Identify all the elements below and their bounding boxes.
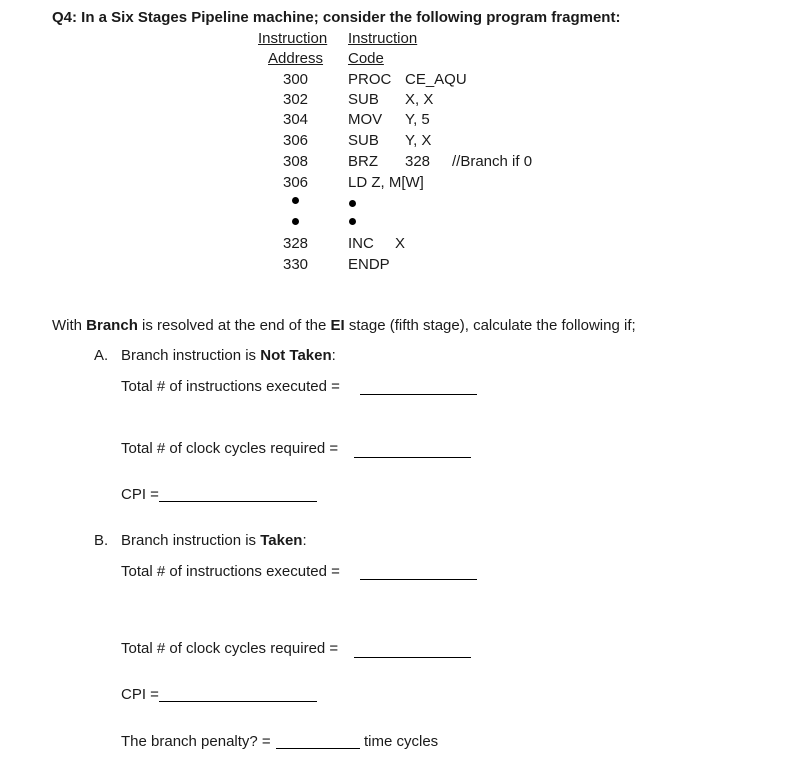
row-operand: X bbox=[395, 235, 406, 252]
part-b-instructions-label: Total # of instructions executed = bbox=[121, 563, 340, 580]
header-address-line1: Instruction bbox=[258, 30, 328, 47]
row-address: 306 bbox=[283, 174, 309, 191]
row-op: ENDP bbox=[348, 256, 390, 273]
row-op: LD Z, M[W] bbox=[348, 174, 424, 191]
part-a-cycles-label: Total # of clock cycles required = bbox=[121, 440, 339, 457]
row-op: INC bbox=[348, 235, 374, 252]
header-address-line2: Address bbox=[268, 50, 324, 67]
row-operand: Y, 5 bbox=[405, 111, 430, 128]
row-address: 302 bbox=[283, 91, 309, 108]
intro-text: With bbox=[52, 317, 87, 334]
row-op: SUB bbox=[348, 91, 379, 108]
row-op: BRZ bbox=[348, 153, 378, 170]
row-op: MOV bbox=[348, 111, 383, 128]
part-a-heading bbox=[121, 347, 336, 364]
part-b-heading bbox=[121, 532, 307, 549]
part-b-instructions-blank[interactable] bbox=[360, 578, 477, 580]
intro-bold: EI bbox=[330, 317, 345, 334]
row-op: SUB bbox=[348, 132, 379, 149]
intro-text: is resolved at the end of the bbox=[137, 317, 331, 334]
question-title: Q4: In a Six Stages Pipeline machine; consider the following program fragment: bbox=[52, 9, 621, 26]
part-a-cpi-blank[interactable] bbox=[159, 500, 317, 502]
ellipsis-dot bbox=[349, 218, 356, 225]
part-a-instructions-label: Total # of instructions executed = bbox=[121, 378, 340, 395]
row-operand: CE_AQU bbox=[405, 71, 467, 88]
part-b-cycles-label: Total # of clock cycles required = bbox=[121, 640, 339, 657]
part-a-label: A. bbox=[94, 347, 109, 364]
part-a-cpi-label: CPI = bbox=[121, 486, 159, 503]
row-address: 300 bbox=[283, 71, 309, 88]
row-operand: 328 bbox=[405, 153, 431, 170]
row-address: 306 bbox=[283, 132, 309, 149]
ellipsis-dot bbox=[292, 218, 299, 225]
branch-penalty-unit: time cycles bbox=[364, 733, 439, 750]
intro-text: stage (fifth stage), calculate the following if; bbox=[344, 317, 636, 334]
part-b-text: Branch instruction is bbox=[121, 532, 261, 549]
part-a-bold: Not Taken bbox=[260, 347, 332, 364]
header-code-line2: Code bbox=[348, 50, 384, 67]
part-a-instructions-blank[interactable] bbox=[360, 393, 477, 395]
header-code-line1: Instruction bbox=[348, 30, 418, 47]
part-b-colon: : bbox=[302, 532, 307, 549]
part-a-colon: : bbox=[331, 347, 336, 364]
part-b-label: B. bbox=[94, 532, 109, 549]
row-address: 328 bbox=[283, 235, 309, 252]
part-b-bold: Taken bbox=[260, 532, 303, 549]
row-address: 308 bbox=[283, 153, 309, 170]
part-b-cycles-blank[interactable] bbox=[354, 656, 471, 658]
row-operand: X, X bbox=[405, 91, 434, 108]
row-address: 304 bbox=[283, 111, 309, 128]
row-op: PROC bbox=[348, 71, 392, 88]
intro-bold: Branch bbox=[86, 317, 138, 334]
ellipsis-dot bbox=[292, 197, 299, 204]
part-a-text: Branch instruction is bbox=[121, 347, 261, 364]
branch-penalty-blank[interactable] bbox=[276, 747, 360, 749]
row-operand: Y, X bbox=[405, 132, 432, 149]
intro-paragraph bbox=[52, 317, 636, 334]
part-b-cpi-blank[interactable] bbox=[159, 700, 317, 702]
part-a-cycles-blank[interactable] bbox=[354, 456, 471, 458]
branch-penalty-label: The branch penalty? = bbox=[121, 733, 271, 750]
row-comment: //Branch if 0 bbox=[452, 153, 533, 170]
part-b-cpi-label: CPI = bbox=[121, 686, 159, 703]
row-address: 330 bbox=[283, 256, 309, 273]
ellipsis-dot bbox=[349, 200, 356, 207]
